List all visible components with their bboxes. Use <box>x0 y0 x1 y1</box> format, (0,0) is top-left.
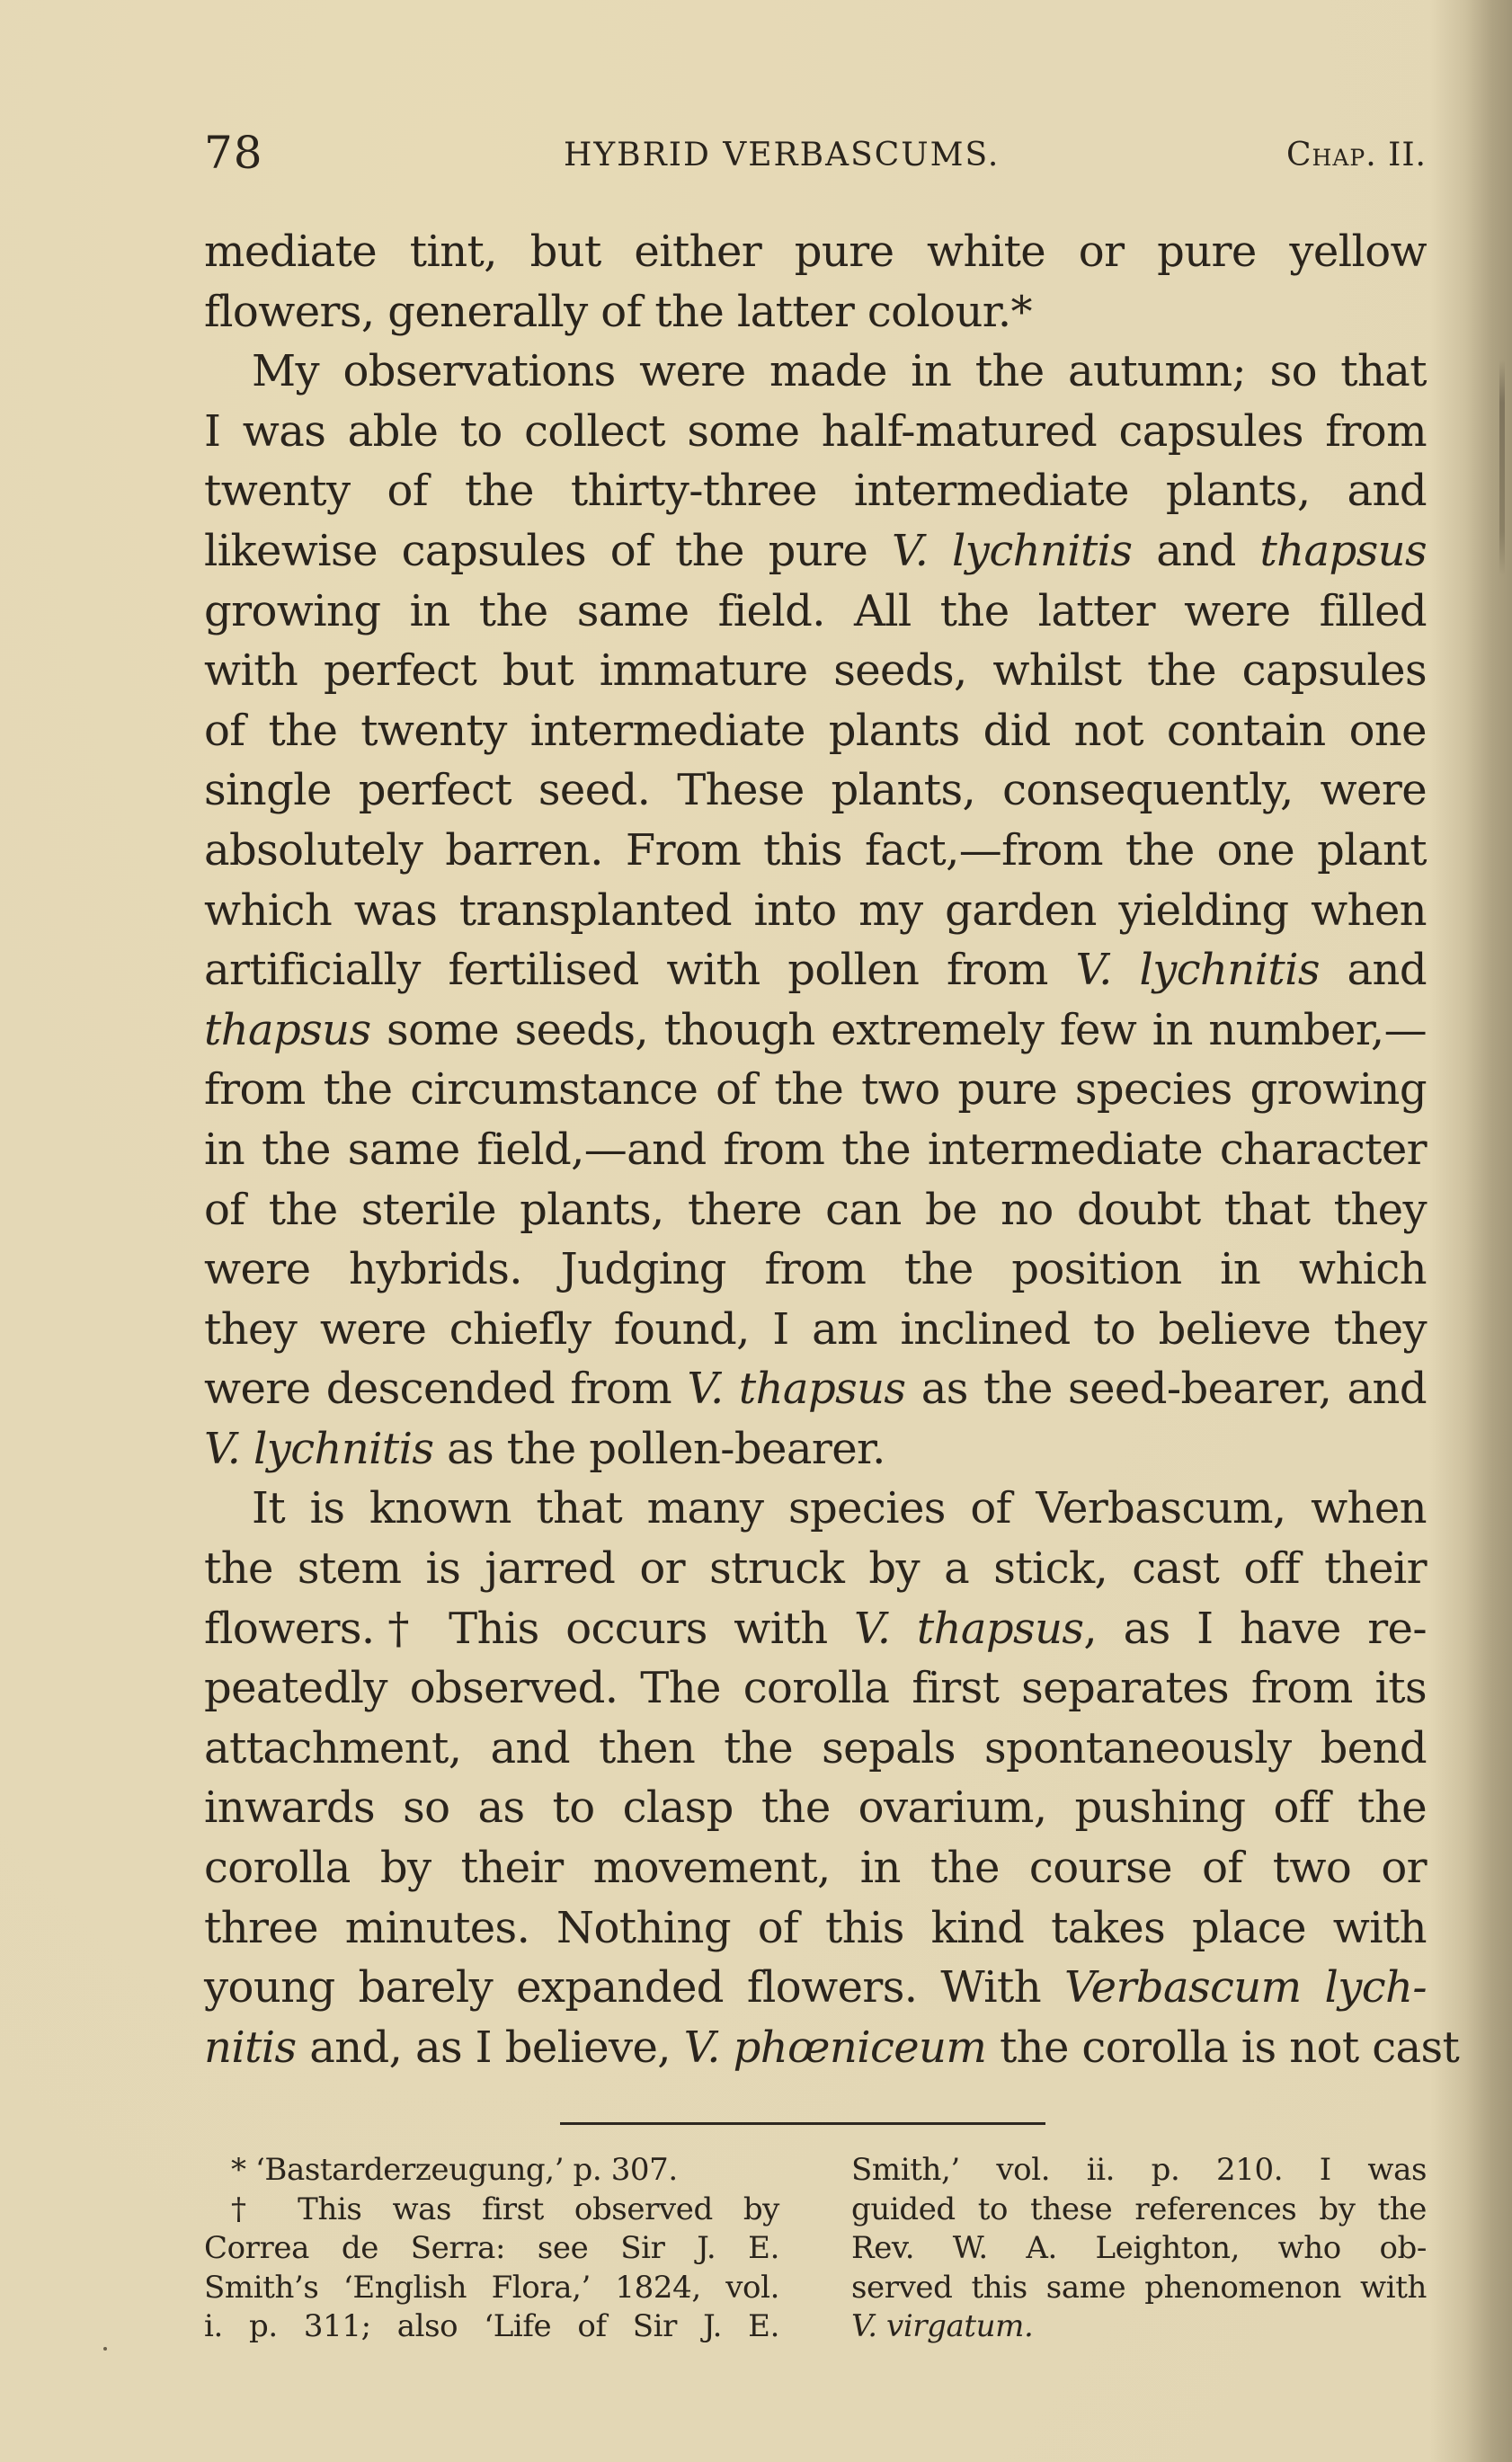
text-run: guided to these references by the <box>851 2191 1427 2227</box>
body-line <box>204 402 1427 462</box>
body-line <box>204 222 1427 282</box>
text-run: young barely expanded flowers. With <box>204 1962 1065 2013</box>
body-line <box>204 1958 1427 2018</box>
page-binding-mark <box>1499 360 1505 575</box>
footnote-line <box>851 2229 1427 2269</box>
footnote-line <box>204 2307 779 2347</box>
text-run: inwards so as to clasp the ovarium, pushing off the <box>204 1782 1427 1834</box>
footnotes-left-column <box>204 2151 779 2347</box>
text-run: some seeds, though extremely few in number,— <box>370 1004 1427 1055</box>
text-run: served this same phenomenon with <box>851 2269 1427 2306</box>
text-run: Smith,’ vol. ii. p. 210. I was <box>851 2152 1427 2188</box>
body-line <box>204 342 1427 402</box>
text-run: corolla by their movement, in the course of two or <box>204 1843 1427 1894</box>
text-run: growing in the same field. All the latter were filled <box>204 585 1427 636</box>
running-head-chapter: Chap. II. <box>1286 137 1427 173</box>
footnote-line <box>851 2151 1427 2191</box>
body-line <box>204 1240 1427 1300</box>
text-run: My observations were made in the autumn; so that <box>252 346 1427 397</box>
footnotes <box>204 2151 1427 2347</box>
text-run: single perfect seed. These plants, consequently, were <box>204 765 1427 816</box>
footnote-line <box>851 2269 1427 2308</box>
text-run: of the sterile plants, there can be no doubt that they <box>204 1184 1427 1235</box>
body-line <box>204 1898 1427 1959</box>
italic-text: thapsus <box>204 1004 371 1055</box>
text-run: flowers, generally of the latter colour.* <box>204 286 1032 337</box>
text-run: and <box>1132 525 1260 576</box>
italic-text: V. virgatum. <box>851 2308 1034 2344</box>
italic-text: V. phœniceum <box>683 2022 987 2073</box>
body-line <box>204 1419 1427 1480</box>
body-line <box>204 1000 1427 1061</box>
text-run: artificially fertilised with pollen from <box>204 945 1076 996</box>
body-line <box>204 1599 1427 1659</box>
body-line <box>204 701 1427 761</box>
body-line <box>204 940 1427 1000</box>
text-run: as the seed-bearer, and <box>905 1364 1427 1415</box>
body-line <box>204 1658 1427 1719</box>
body-line <box>204 1180 1427 1240</box>
body-line <box>204 1778 1427 1838</box>
text-run: peatedly observed. The corolla first separates from its <box>204 1663 1427 1714</box>
text-run: from the circumstance of the two pure species growing <box>204 1064 1427 1115</box>
footnotes-right-column <box>851 2151 1427 2347</box>
italic-text: thapsus <box>1259 525 1427 576</box>
footnote-line <box>204 2191 779 2230</box>
text-run: flowers.† This occurs with <box>204 1603 855 1654</box>
running-head <box>204 126 1427 180</box>
body-line <box>204 2018 1460 2078</box>
text-run: Smith’s ‘English Flora,’ 1824, vol. <box>204 2269 779 2306</box>
body-line <box>204 1539 1427 1599</box>
body-line <box>204 1359 1427 1419</box>
text-run: they were chiefly found, I am inclined to believe they <box>204 1303 1427 1355</box>
body-line <box>204 1060 1427 1120</box>
body-line <box>204 821 1427 881</box>
text-run: i. p. 311; also ‘Life of Sir J. E. <box>204 2308 779 2344</box>
text-run: as the pollen-bearer. <box>433 1423 885 1474</box>
print-speck <box>103 2347 107 2351</box>
footnote-line <box>204 2229 779 2269</box>
italic-text: V. thapsus <box>854 1603 1084 1654</box>
footnote-line <box>204 2151 779 2191</box>
italic-text: nitis <box>204 2022 297 2073</box>
footnote-line <box>204 2269 779 2308</box>
text-run: the corolla is not cast <box>986 2022 1460 2073</box>
text-run: were descended from <box>204 1364 688 1415</box>
body-line <box>204 521 1427 582</box>
body-line <box>204 1838 1427 1898</box>
text-run: of the twenty intermediate plants did not contain one <box>204 705 1427 756</box>
page-number: 78 <box>204 127 263 179</box>
body-line <box>204 1120 1427 1180</box>
text-run: * ‘Bastarderzeugung,’ p. 307. <box>231 2152 678 2188</box>
italic-text: V. lychnitis <box>891 525 1133 576</box>
text-run: twenty of the thirty-three intermediate plants, and <box>204 466 1427 517</box>
text-run: the stem is jarred or struck by a stick, cast off their <box>204 1543 1427 1595</box>
body-text <box>204 222 1460 2077</box>
italic-text: V. thapsus <box>687 1364 906 1415</box>
body-line <box>204 1719 1427 1779</box>
body-line <box>204 641 1427 701</box>
body-line <box>204 461 1427 521</box>
body-line <box>204 282 1427 342</box>
text-run: which was transplanted into my garden yielding when <box>204 884 1427 936</box>
text-run: , as I have re- <box>1083 1603 1427 1654</box>
text-run: in the same field,—and from the intermediate character <box>204 1124 1427 1175</box>
text-run: attachment, and then the sepals spontaneously bend <box>204 1722 1427 1773</box>
text-run: and, as I believe, <box>296 2022 684 2073</box>
text-run: Correa de Serra: see Sir J. E. <box>204 2230 779 2266</box>
text-run: three minutes. Nothing of this kind takes place with <box>204 1902 1427 1953</box>
italic-text: V. lychnitis <box>204 1423 434 1474</box>
footnote-line <box>851 2307 1427 2347</box>
body-line <box>204 1300 1427 1360</box>
body-line <box>204 582 1427 642</box>
body-line <box>204 881 1427 941</box>
text-run: It is known that many species of Verbascum, when <box>252 1483 1427 1534</box>
text-run: absolutely barren. From this fact,—from the one plant <box>204 824 1427 875</box>
text-run: I was able to collect some half-matured capsules from <box>204 405 1427 457</box>
italic-text: Verbascum lych- <box>1064 1962 1427 2013</box>
body-line <box>204 1479 1427 1539</box>
body-line <box>204 760 1427 821</box>
text-run: mediate tint, but either pure white or pure yellow <box>204 227 1427 277</box>
text-run: † This was first observed by <box>231 2191 779 2227</box>
text-run: Rev. W. A. Leighton, who ob- <box>851 2230 1427 2266</box>
text-run: likewise capsules of the pure <box>204 525 892 576</box>
footnote-rule <box>560 2122 1045 2125</box>
text-run: and <box>1319 945 1427 996</box>
footnote-line <box>851 2191 1427 2230</box>
running-head-title: HYBRID VERBASCUMS. <box>564 137 1001 173</box>
text-run: with perfect but immature seeds, whilst the capsules <box>204 645 1427 697</box>
italic-text: V. lychnitis <box>1075 945 1320 996</box>
text-run: were hybrids. Judging from the position in which <box>204 1244 1427 1295</box>
